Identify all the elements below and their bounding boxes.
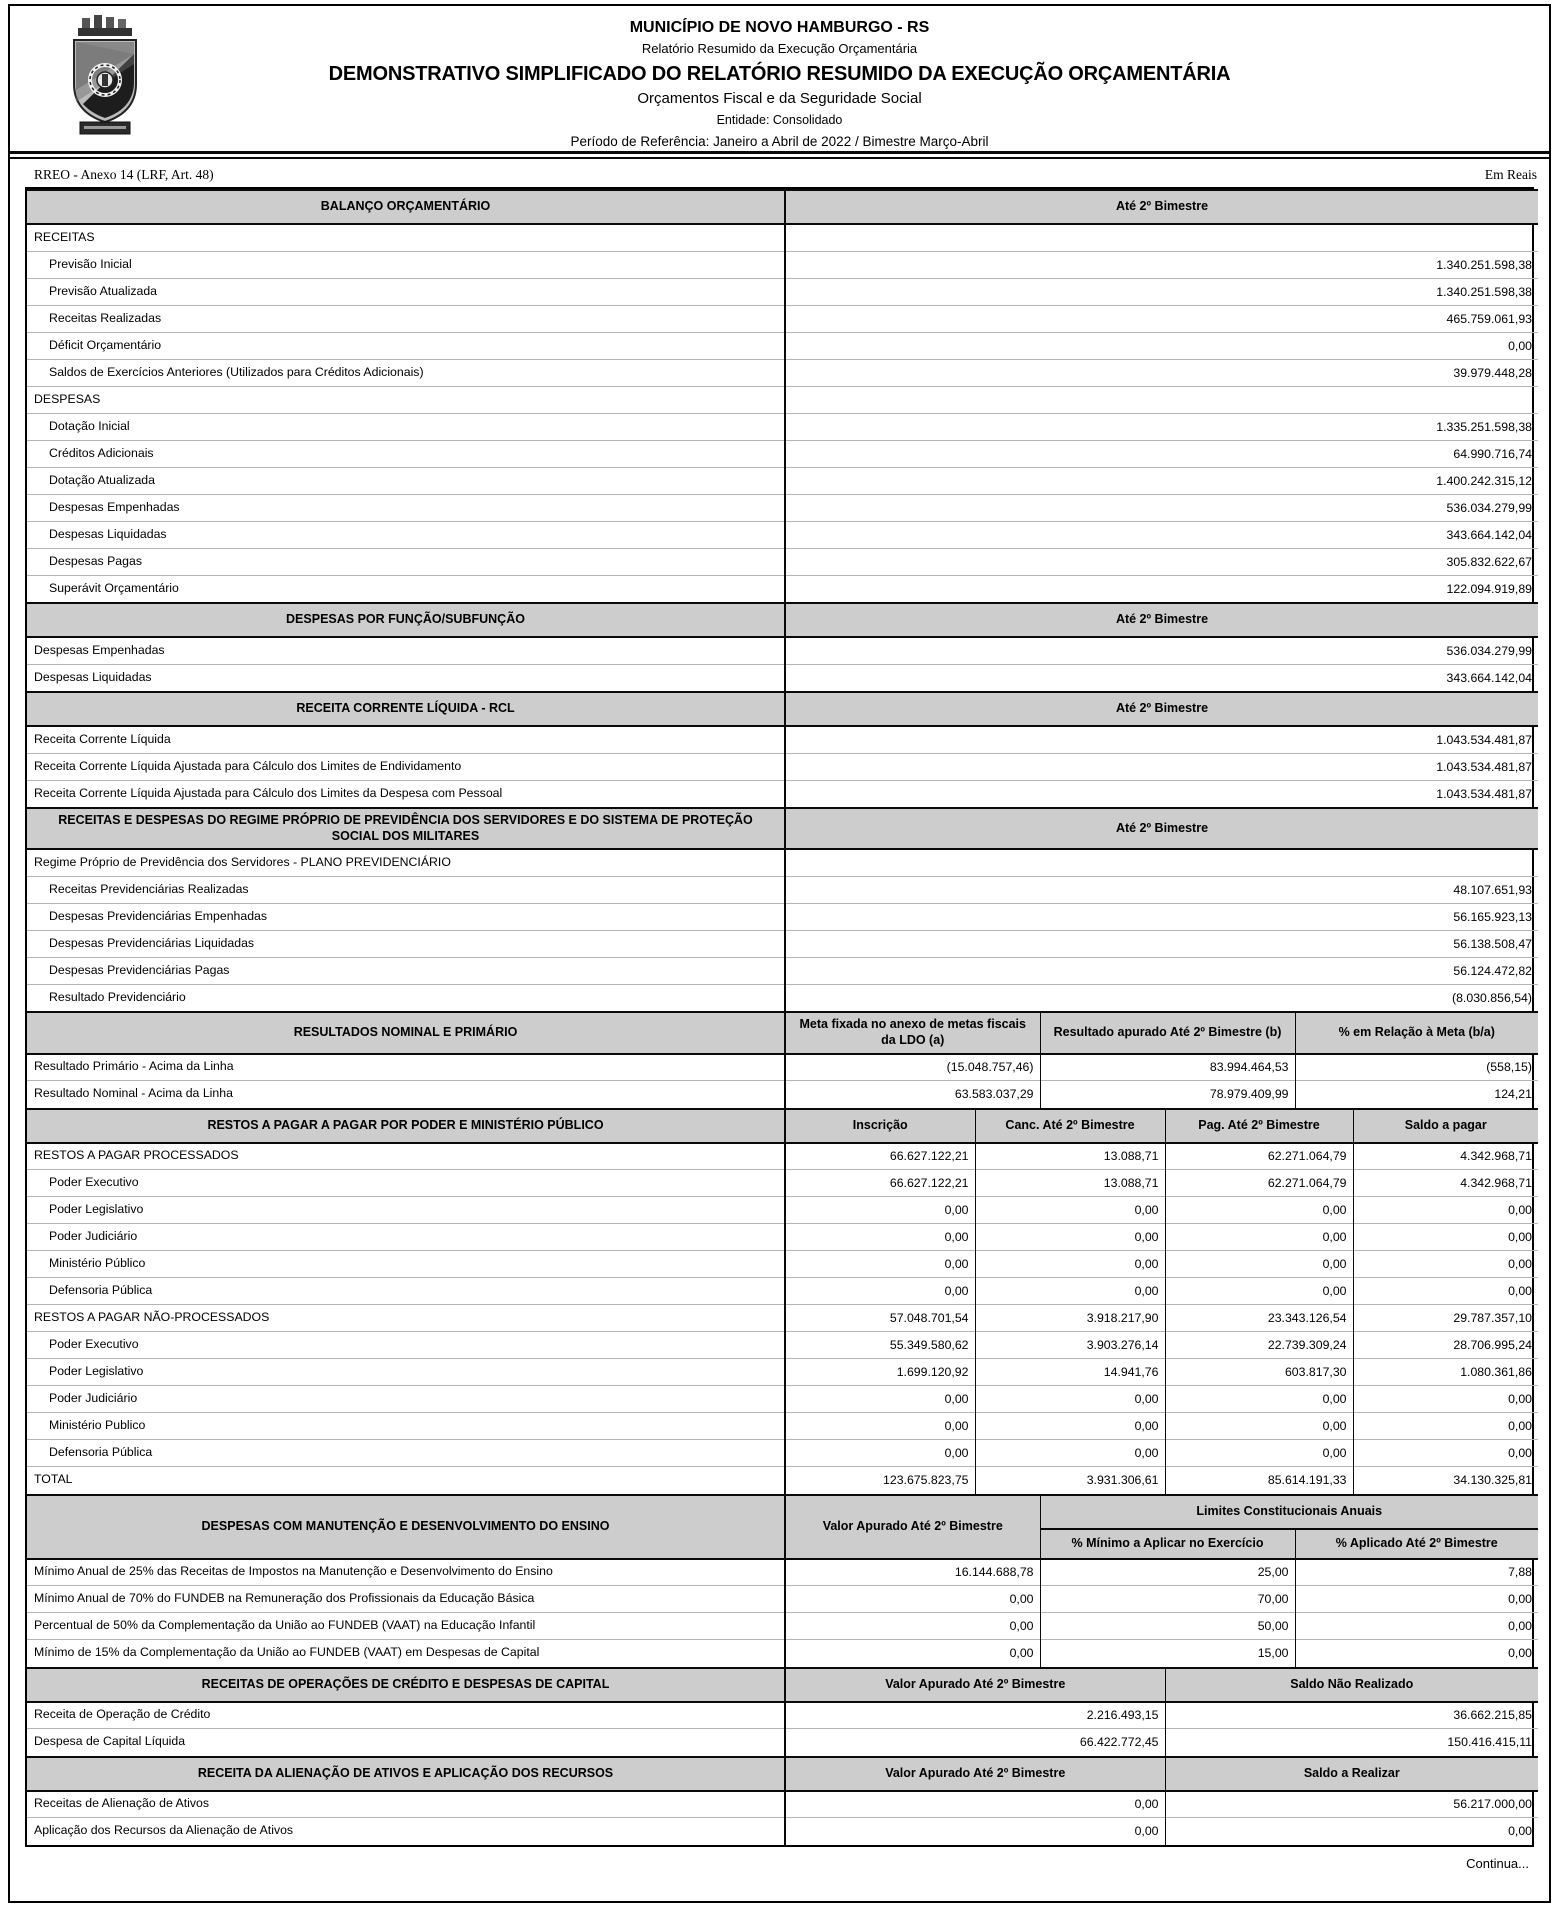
row-label: RECEITAS bbox=[34, 229, 95, 244]
row-label: Regime Próprio de Previdência dos Servidores - PLANO PREVIDENCIÁRIO bbox=[34, 855, 451, 870]
report-subtitle: Orçamentos Fiscal e da Seguridade Social bbox=[637, 89, 922, 107]
section-title: RECEITAS DE OPERAÇÕES DE CRÉDITO E DESPESAS DE CAPITAL bbox=[27, 1668, 785, 1702]
row-label: Ministério Público bbox=[27, 1251, 785, 1278]
cell-value: 62.271.064,79 bbox=[1165, 1143, 1353, 1170]
section-title: RECEITA DA ALIENAÇÃO DE ATIVOS E APLICAÇÃO DOS RECURSOS bbox=[27, 1757, 785, 1791]
column-header: Até 2º Bimestre bbox=[785, 190, 1538, 224]
section-table-7 bbox=[27, 1667, 1538, 1756]
municipality-name: MUNICÍPIO DE NOVO HAMBURGO - RS bbox=[629, 19, 930, 36]
row-label: Receita Corrente Líquida Ajustada para Cálculo dos Limites de Endividamento bbox=[27, 753, 785, 780]
row-label: Resultado Previdenciário bbox=[27, 984, 785, 1011]
cell-value: 1.340.251.598,38 bbox=[785, 278, 1538, 305]
row-label: Superávit Orçamentário bbox=[27, 575, 785, 602]
row-label: Despesas Liquidadas bbox=[27, 664, 785, 691]
cell-value: 0,00 bbox=[1165, 1224, 1353, 1251]
table-row bbox=[27, 494, 1538, 521]
cell-value: 1.340.251.598,38 bbox=[785, 251, 1538, 278]
cell-value: 0,00 bbox=[1165, 1818, 1538, 1845]
column-header: Valor Apurado Até 2º Bimestre bbox=[785, 1668, 1165, 1702]
column-header: Valor Apurado Até 2º Bimestre bbox=[785, 1757, 1165, 1791]
column-header: Saldo a pagar bbox=[1353, 1109, 1538, 1143]
cell-value: 1.699.120,92 bbox=[785, 1359, 975, 1386]
row-label: RESTOS A PAGAR PROCESSADOS bbox=[34, 1148, 239, 1163]
table-row bbox=[27, 1359, 1538, 1386]
report-name: Relatório Resumido da Execução Orçamentária bbox=[641, 40, 918, 56]
cell-value: 0,00 bbox=[785, 1224, 975, 1251]
row-label: Receita de Operação de Crédito bbox=[34, 1707, 211, 1722]
cell-value: 0,00 bbox=[785, 332, 1538, 359]
row-label: Poder Executivo bbox=[27, 1332, 785, 1359]
cell-value: 36.662.215,85 bbox=[1165, 1702, 1538, 1729]
cell-value: (558,15) bbox=[1295, 1054, 1538, 1081]
row-label: Aplicação dos Recursos da Alienação de Ativos bbox=[27, 1818, 785, 1845]
cell-value: 465.759.061,93 bbox=[785, 305, 1538, 332]
column-group-header: Limites Constitucionais Anuais bbox=[1040, 1495, 1538, 1529]
cell-value: 0,00 bbox=[975, 1251, 1165, 1278]
cell-value: 0,00 bbox=[1353, 1278, 1538, 1305]
cell-value: 56.217.000,00 bbox=[1165, 1791, 1538, 1818]
report-table bbox=[25, 187, 1534, 1847]
cell-value: 0,00 bbox=[975, 1224, 1165, 1251]
section-title: RESTOS A PAGAR A PAGAR POR PODER E MINISTÉRIO PÚBLICO bbox=[27, 1109, 785, 1143]
cell-value: 0,00 bbox=[1165, 1386, 1353, 1413]
table-row bbox=[27, 1081, 1538, 1108]
table-row bbox=[27, 780, 1538, 807]
cell-value: 0,00 bbox=[1165, 1413, 1353, 1440]
table-row bbox=[27, 1586, 1538, 1613]
column-header: Valor Apurado Até 2º Bimestre bbox=[785, 1495, 1040, 1559]
table-row bbox=[27, 1613, 1538, 1640]
cell-value: 29.787.357,10 bbox=[1353, 1305, 1538, 1332]
table-row bbox=[27, 278, 1538, 305]
row-label: Saldos de Exercícios Anteriores (Utilizados para Créditos Adicionais) bbox=[27, 359, 785, 386]
cell-value: 3.931.306,61 bbox=[975, 1467, 1165, 1494]
cell-value: 0,00 bbox=[785, 1251, 975, 1278]
cell-value: 0,00 bbox=[975, 1197, 1165, 1224]
table-row bbox=[27, 1640, 1538, 1667]
column-header: % em Relação à Meta (b/a) bbox=[1295, 1012, 1538, 1053]
cell-value: 1.080.361,86 bbox=[1353, 1359, 1538, 1386]
cell-value: 4.342.968,71 bbox=[1353, 1143, 1538, 1170]
table-row bbox=[27, 957, 1538, 984]
table-row bbox=[27, 305, 1538, 332]
table-row bbox=[27, 548, 1538, 575]
cell-value: 1.043.534.481,87 bbox=[785, 726, 1538, 753]
table-row bbox=[27, 467, 1538, 494]
cell-value: 0,00 bbox=[1295, 1640, 1538, 1667]
table-row bbox=[27, 753, 1538, 780]
table-row bbox=[27, 1413, 1538, 1440]
table-row bbox=[27, 1818, 1538, 1845]
cell-value: 124,21 bbox=[1295, 1081, 1538, 1108]
column-header: Inscrição bbox=[785, 1109, 975, 1143]
row-label: Defensoria Pública bbox=[27, 1278, 785, 1305]
cell-value: 0,00 bbox=[785, 1818, 1165, 1845]
section-table-5 bbox=[27, 1108, 1538, 1494]
cell-value: 66.422.772,45 bbox=[785, 1729, 1165, 1756]
table-row bbox=[27, 224, 1538, 251]
section-title: DESPESAS POR FUNÇÃO/SUBFUNÇÃO bbox=[27, 603, 785, 637]
cell-value: 305.832.622,67 bbox=[785, 548, 1538, 575]
table-row bbox=[27, 1278, 1538, 1305]
table-row bbox=[27, 1386, 1538, 1413]
column-header: Canc. Até 2º Bimestre bbox=[975, 1109, 1165, 1143]
cell-value: 83.994.464,53 bbox=[1040, 1054, 1295, 1081]
cell-value: 13.088,71 bbox=[975, 1143, 1165, 1170]
cell-value: 4.342.968,71 bbox=[1353, 1170, 1538, 1197]
cell-value: 0,00 bbox=[1353, 1224, 1538, 1251]
section-header-row bbox=[27, 603, 1538, 637]
cell-value: 78.979.409,99 bbox=[1040, 1081, 1295, 1108]
row-label: Percentual de 50% da Complementação da União ao FUNDEB (VAAT) na Educação Infantil bbox=[27, 1613, 785, 1640]
table-row bbox=[27, 1305, 1538, 1332]
cell-value: 57.048.701,54 bbox=[785, 1305, 975, 1332]
table-row bbox=[27, 1559, 1538, 1586]
section-table-3 bbox=[27, 807, 1538, 1011]
row-label: RESTOS A PAGAR NÃO-PROCESSADOS bbox=[27, 1305, 785, 1332]
cell-value: 64.990.716,74 bbox=[785, 440, 1538, 467]
cell-value: 48.107.651,93 bbox=[785, 876, 1538, 903]
cell-value: 16.144.688,78 bbox=[785, 1559, 1040, 1586]
cell-value: 343.664.142,04 bbox=[785, 664, 1538, 691]
row-label: Despesas Liquidadas bbox=[27, 521, 785, 548]
period-line: Período de Referência: Janeiro a Abril de 2022 / Bimestre Março-Abril bbox=[570, 133, 989, 149]
cell-value: 14.941,76 bbox=[975, 1359, 1165, 1386]
table-row bbox=[27, 1251, 1538, 1278]
cell-value: 0,00 bbox=[1353, 1386, 1538, 1413]
row-label: Mínimo Anual de 25% das Receitas de Impostos na Manutenção e Desenvolvimento do Ensino bbox=[34, 1564, 553, 1579]
row-label: Poder Judiciário bbox=[27, 1224, 785, 1251]
cell-value: 0,00 bbox=[1353, 1413, 1538, 1440]
currency-note: Em Reais bbox=[1484, 167, 1537, 182]
page-frame bbox=[8, 4, 1551, 1903]
cell-value: 0,00 bbox=[1165, 1197, 1353, 1224]
cell-value: 7,88 bbox=[1295, 1559, 1538, 1586]
cell-value: (15.048.757,46) bbox=[785, 1054, 1040, 1081]
cell-value: 122.094.919,89 bbox=[785, 575, 1538, 602]
row-label: Mínimo de 15% da Complementação da União ao FUNDEB (VAAT) em Despesas de Capital bbox=[27, 1640, 785, 1667]
cell-value: 0,00 bbox=[1295, 1586, 1538, 1613]
cell-value: 56.165.923,13 bbox=[785, 903, 1538, 930]
cell-value: 0,00 bbox=[975, 1440, 1165, 1467]
table-row bbox=[27, 251, 1538, 278]
row-label: Previsão Inicial bbox=[27, 251, 785, 278]
table-row bbox=[27, 664, 1538, 691]
row-label: Despesa de Capital Líquida bbox=[27, 1729, 785, 1756]
row-label: Despesas Previdenciárias Liquidadas bbox=[27, 930, 785, 957]
cell-value: 70,00 bbox=[1040, 1586, 1295, 1613]
row-label: Resultado Primário - Acima da Linha bbox=[34, 1059, 234, 1074]
table-row bbox=[27, 1170, 1538, 1197]
cell-value: 1.043.534.481,87 bbox=[785, 780, 1538, 807]
section-header-row bbox=[27, 1668, 1538, 1702]
table-row bbox=[27, 1729, 1538, 1756]
cell-value: 0,00 bbox=[975, 1278, 1165, 1305]
cell-value: 0,00 bbox=[785, 1613, 1040, 1640]
cell-value: (8.030.856,54) bbox=[785, 984, 1538, 1011]
table-row bbox=[27, 1054, 1538, 1081]
table-row bbox=[27, 1702, 1538, 1729]
cell-value: 343.664.142,04 bbox=[785, 521, 1538, 548]
section-table-6 bbox=[27, 1494, 1538, 1667]
row-label: Receitas Previdenciárias Realizadas bbox=[27, 876, 785, 903]
column-header: Até 2º Bimestre bbox=[785, 692, 1538, 726]
table-row bbox=[27, 1143, 1538, 1170]
cell-value: 0,00 bbox=[1165, 1278, 1353, 1305]
column-subheader: % Aplicado Até 2º Bimestre bbox=[1295, 1529, 1538, 1559]
cell-value: 0,00 bbox=[785, 1586, 1040, 1613]
cell-value: 13.088,71 bbox=[975, 1170, 1165, 1197]
continues-note: Continua... bbox=[1466, 1855, 1529, 1871]
table-row bbox=[27, 637, 1538, 664]
row-label: Poder Legislativo bbox=[27, 1359, 785, 1386]
cell-value: 0,00 bbox=[785, 1440, 975, 1467]
table-row bbox=[27, 1791, 1538, 1818]
section-header-row bbox=[27, 808, 1538, 849]
table-row bbox=[27, 903, 1538, 930]
section-title: RECEITA CORRENTE LÍQUIDA - RCL bbox=[27, 692, 785, 726]
row-label: Receitas de Alienação de Ativos bbox=[34, 1796, 210, 1811]
column-header: Pag. Até 2º Bimestre bbox=[1165, 1109, 1353, 1143]
row-label: Poder Legislativo bbox=[27, 1197, 785, 1224]
section-table-4 bbox=[27, 1011, 1538, 1107]
table-row bbox=[27, 332, 1538, 359]
entity-line: Entidade: Consolidado bbox=[716, 112, 843, 127]
row-label: Previsão Atualizada bbox=[27, 278, 785, 305]
cell-value: 25,00 bbox=[1040, 1559, 1295, 1586]
cell-value: 28.706.995,24 bbox=[1353, 1332, 1538, 1359]
row-label: Créditos Adicionais bbox=[27, 440, 785, 467]
table-row bbox=[27, 1440, 1538, 1467]
cell-value: 0,00 bbox=[975, 1386, 1165, 1413]
row-label: Ministério Publico bbox=[27, 1413, 785, 1440]
cell-value: 3.903.276,14 bbox=[975, 1332, 1165, 1359]
section-table-0 bbox=[27, 189, 1538, 602]
row-label: Defensoria Pública bbox=[27, 1440, 785, 1467]
cell-value: 23.343.126,54 bbox=[1165, 1305, 1353, 1332]
page-title: DEMONSTRATIVO SIMPLIFICADO DO RELATÓRIO RESUMIDO DA EXECUÇÃO ORÇAMENTÁRIA bbox=[328, 63, 1231, 86]
cell-value: 0,00 bbox=[1165, 1251, 1353, 1278]
cell-value: 123.675.823,75 bbox=[785, 1467, 975, 1494]
table-row bbox=[27, 876, 1538, 903]
section-header-row bbox=[27, 692, 1538, 726]
cell-value: 62.271.064,79 bbox=[1165, 1170, 1353, 1197]
row-label: Receita Corrente Líquida Ajustada para Cálculo dos Limites da Despesa com Pessoal bbox=[27, 780, 785, 807]
table-row bbox=[27, 1467, 1538, 1494]
cell-value: 0,00 bbox=[1165, 1440, 1353, 1467]
report-header bbox=[10, 6, 1549, 149]
row-label: Poder Judiciário bbox=[27, 1386, 785, 1413]
cell-value: 1.335.251.598,38 bbox=[785, 413, 1538, 440]
row-label: Despesas Empenhadas bbox=[34, 642, 165, 657]
column-header: Até 2º Bimestre bbox=[785, 808, 1538, 849]
cell-value: 536.034.279,99 bbox=[785, 494, 1538, 521]
section-title: BALANÇO ORÇAMENTÁRIO bbox=[27, 190, 785, 224]
cell-value: 0,00 bbox=[785, 1197, 975, 1224]
section-title: DESPESAS COM MANUTENÇÃO E DESENVOLVIMENTO DO ENSINO bbox=[27, 1495, 785, 1559]
cell-value: 66.627.122,21 bbox=[785, 1170, 975, 1197]
section-table-2 bbox=[27, 691, 1538, 807]
cell-value: 150.416.415,11 bbox=[1165, 1729, 1538, 1756]
cell-value bbox=[785, 386, 1538, 413]
row-label: Déficit Orçamentário bbox=[27, 332, 785, 359]
cell-value: 0,00 bbox=[1353, 1440, 1538, 1467]
table-row bbox=[27, 359, 1538, 386]
row-label: Resultado Nominal - Acima da Linha bbox=[27, 1081, 785, 1108]
row-label: TOTAL bbox=[27, 1467, 785, 1494]
cell-value: 22.739.309,24 bbox=[1165, 1332, 1353, 1359]
cell-value: 536.034.279,99 bbox=[785, 637, 1538, 664]
cell-value: 0,00 bbox=[785, 1791, 1165, 1818]
cell-value: 1.400.242.315,12 bbox=[785, 467, 1538, 494]
cell-value bbox=[785, 224, 1538, 251]
table-row bbox=[27, 575, 1538, 602]
cell-value: 1.043.534.481,87 bbox=[785, 753, 1538, 780]
column-header: Até 2º Bimestre bbox=[785, 603, 1538, 637]
column-header: Meta fixada no anexo de metas fiscais da LDO (a) bbox=[785, 1012, 1040, 1053]
table-row bbox=[27, 930, 1538, 957]
cell-value: 2.216.493,15 bbox=[785, 1702, 1165, 1729]
row-label: Despesas Empenhadas bbox=[27, 494, 785, 521]
row-label: DESPESAS bbox=[27, 386, 785, 413]
table-row bbox=[27, 1224, 1538, 1251]
row-label: Despesas Previdenciárias Pagas bbox=[27, 957, 785, 984]
cell-value: 3.918.217,90 bbox=[975, 1305, 1165, 1332]
table-row bbox=[27, 849, 1538, 876]
cell-value: 0,00 bbox=[785, 1413, 975, 1440]
row-label: Despesas Previdenciárias Empenhadas bbox=[27, 903, 785, 930]
cell-value: 0,00 bbox=[785, 1278, 975, 1305]
row-label: Mínimo Anual de 70% do FUNDEB na Remuneração dos Profissionais da Educação Básica bbox=[27, 1586, 785, 1613]
cell-value: 85.614.191,33 bbox=[1165, 1467, 1353, 1494]
section-header-row bbox=[27, 1757, 1538, 1791]
cell-value: 0,00 bbox=[785, 1640, 1040, 1667]
table-row bbox=[27, 440, 1538, 467]
cell-value: 56.124.472,82 bbox=[785, 957, 1538, 984]
municipal-coat-of-arms-logo bbox=[60, 14, 152, 143]
section-title: RESULTADOS NOMINAL E PRIMÁRIO bbox=[27, 1012, 785, 1053]
cell-value: 66.627.122,21 bbox=[785, 1143, 975, 1170]
table-row bbox=[27, 386, 1538, 413]
table-row bbox=[27, 1197, 1538, 1224]
table-row bbox=[27, 1332, 1538, 1359]
section-table-1 bbox=[27, 602, 1538, 691]
row-label: Receitas Realizadas bbox=[27, 305, 785, 332]
annex-reference: RREO - Anexo 14 (LRF, Art. 48) bbox=[34, 167, 214, 182]
section-title: RECEITAS E DESPESAS DO REGIME PRÓPRIO DE PREVIDÊNCIA DOS SERVIDORES E DO SISTEMA DE PROTEÇÃO SOCIAL DOS MILITARES bbox=[27, 808, 785, 849]
column-header: Saldo a Realizar bbox=[1165, 1757, 1538, 1791]
row-label: Poder Executivo bbox=[27, 1170, 785, 1197]
row-label: Despesas Pagas bbox=[27, 548, 785, 575]
meta-row bbox=[10, 159, 1549, 187]
cell-value: 0,00 bbox=[1353, 1197, 1538, 1224]
coat-of-arms-icon bbox=[60, 14, 152, 138]
section-header-row bbox=[27, 1012, 1538, 1053]
table-row bbox=[27, 521, 1538, 548]
row-label: Dotação Inicial bbox=[27, 413, 785, 440]
cell-value: 0,00 bbox=[1353, 1251, 1538, 1278]
section-table-8 bbox=[27, 1756, 1538, 1845]
cell-value: 56.138.508,47 bbox=[785, 930, 1538, 957]
cell-value bbox=[785, 849, 1538, 876]
cell-value: 50,00 bbox=[1040, 1613, 1295, 1640]
cell-value: 39.979.448,28 bbox=[785, 359, 1538, 386]
column-header: Resultado apurado Até 2º Bimestre (b) bbox=[1040, 1012, 1295, 1053]
row-label: Dotação Atualizada bbox=[27, 467, 785, 494]
table-row bbox=[27, 413, 1538, 440]
column-header: Saldo Não Realizado bbox=[1165, 1668, 1538, 1702]
section-header-row bbox=[27, 1495, 1538, 1529]
table-row bbox=[27, 984, 1538, 1011]
table-row bbox=[27, 726, 1538, 753]
cell-value: 55.349.580,62 bbox=[785, 1332, 975, 1359]
cell-value: 603.817,30 bbox=[1165, 1359, 1353, 1386]
cell-value: 15,00 bbox=[1040, 1640, 1295, 1667]
cell-value: 0,00 bbox=[785, 1386, 975, 1413]
section-header-row bbox=[27, 1109, 1538, 1143]
cell-value: 34.130.325,81 bbox=[1353, 1467, 1538, 1494]
header-divider-rule bbox=[10, 151, 1549, 159]
cell-value: 0,00 bbox=[975, 1413, 1165, 1440]
cell-value: 0,00 bbox=[1295, 1613, 1538, 1640]
column-subheader: % Mínimo a Aplicar no Exercício bbox=[1040, 1529, 1295, 1559]
section-header-row bbox=[27, 190, 1538, 224]
row-label: Receita Corrente Líquida bbox=[34, 731, 171, 746]
cell-value: 63.583.037,29 bbox=[785, 1081, 1040, 1108]
